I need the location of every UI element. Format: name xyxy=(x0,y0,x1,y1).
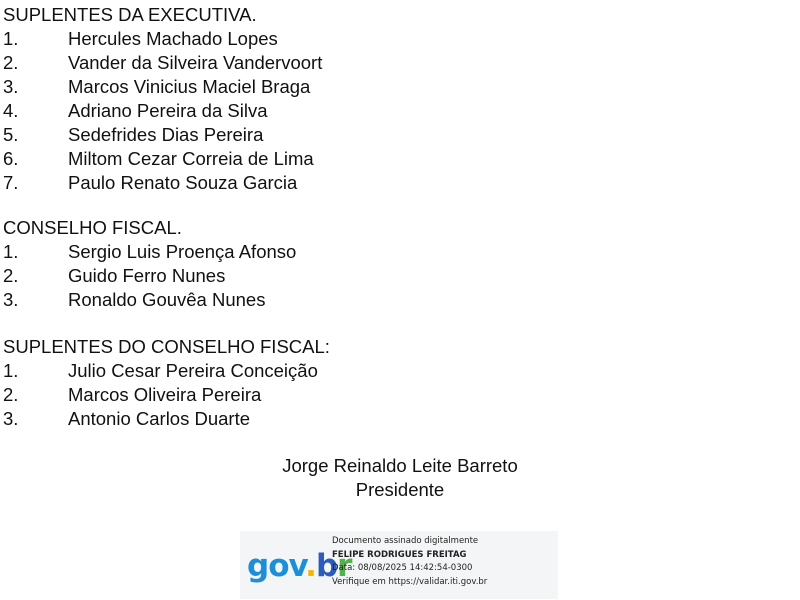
list-item xyxy=(3,99,763,123)
list-item xyxy=(3,288,763,312)
logo-part: b xyxy=(315,548,338,584)
item-name: Vander da Silveira Vandervoort xyxy=(68,52,323,73)
item-name: Antonio Carlos Duarte xyxy=(68,408,251,429)
section-suplentes-executiva xyxy=(3,3,763,195)
section-title: SUPLENTES DA EXECUTIVA. xyxy=(3,4,257,25)
item-name: Sedefrides Dias Pereira xyxy=(68,124,264,145)
section-title: CONSELHO FISCAL. xyxy=(3,217,182,238)
list-item xyxy=(3,171,763,195)
item-number: 3. xyxy=(3,289,19,310)
item-name: Marcos Vinicius Maciel Braga xyxy=(68,76,311,97)
stamp-signer: FELIPE RODRIGUES FREITAG xyxy=(332,549,467,560)
stamp-date: Data: 08/08/2025 14:42:54-0300 xyxy=(332,563,473,573)
section-suplentes-conselho-fiscal xyxy=(3,335,763,431)
list-item xyxy=(3,383,763,407)
item-name: Adriano Pereira da Silva xyxy=(68,100,268,121)
section-conselho-fiscal xyxy=(3,216,763,312)
item-number: 3. xyxy=(3,76,19,97)
item-number: 2. xyxy=(3,384,19,405)
signature-role: Presidente xyxy=(355,479,445,500)
item-name: Marcos Oliveira Pereira xyxy=(68,384,262,405)
list-item xyxy=(3,359,763,383)
list-item xyxy=(3,123,763,147)
item-number: 1. xyxy=(3,360,19,381)
item-number: 1. xyxy=(3,28,19,49)
list-item xyxy=(3,51,763,75)
item-name: Guido Ferro Nunes xyxy=(68,265,226,286)
list-item xyxy=(3,147,763,171)
list-item xyxy=(3,75,763,99)
item-name: Paulo Renato Souza Garcia xyxy=(68,172,298,193)
item-name: Sergio Luis Proença Afonso xyxy=(68,241,297,262)
logo-part: gov xyxy=(247,548,306,584)
item-number: 2. xyxy=(3,265,19,286)
list-item xyxy=(3,264,763,288)
item-name: Miltom Cezar Correia de Lima xyxy=(68,148,314,169)
list-item xyxy=(3,407,763,431)
list-item xyxy=(3,240,763,264)
item-number: 3. xyxy=(3,408,19,429)
section-title: SUPLENTES DO CONSELHO FISCAL: xyxy=(3,336,330,357)
item-name: Ronaldo Gouvêa Nunes xyxy=(68,289,266,310)
item-number: 4. xyxy=(3,100,19,121)
item-name: Hercules Machado Lopes xyxy=(68,28,278,49)
list-item xyxy=(3,27,763,51)
logo-part: . xyxy=(305,548,316,584)
signature-name: Jorge Reinaldo Leite Barreto xyxy=(282,455,518,476)
item-number: 2. xyxy=(3,52,19,73)
logo-part: r xyxy=(337,548,352,584)
stamp-text xyxy=(332,535,487,589)
stamp-heading: Documento assinado digitalmente xyxy=(332,536,479,546)
stamp-verify-link[interactable]: Verifique em https://validar.iti.gov.br xyxy=(332,576,488,587)
item-name: Julio Cesar Pereira Conceição xyxy=(68,360,318,381)
item-number: 5. xyxy=(3,124,19,145)
item-number: 7. xyxy=(3,172,19,193)
item-number: 6. xyxy=(3,148,19,169)
digital-signature-stamp xyxy=(240,531,558,599)
item-number: 1. xyxy=(3,241,19,262)
